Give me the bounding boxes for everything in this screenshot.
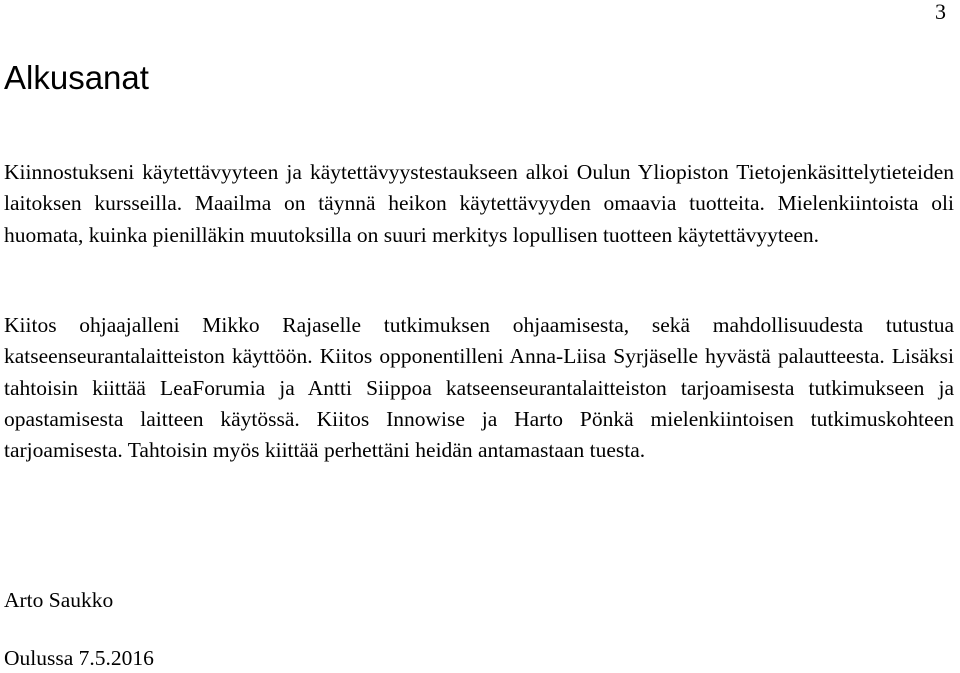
author-signature: Arto Saukko — [4, 588, 114, 612]
page-number: 3 — [935, 0, 946, 24]
paragraph-interest: Kiinnostukseni käytettävyyteen ja käytettävyystestaukseen alkoi Oulun Yliopiston Tietojenkäsittelytieteiden laitoksen kursseilla. Maailma on täynnä heikon käytettävyyden omaavia tuotteita. Mielenkiintoista oli huomata, kuinka pienilläkin muutoksilla on suuri merkitys lopullisen tuotteen käytettävyyteen. — [4, 160, 954, 247]
place-and-date: Oulussa 7.5.2016 — [4, 646, 154, 670]
paragraph-acknowledgements: Kiitos ohjaajalleni Mikko Rajaselle tutkimuksen ohjaamisesta, sekä mahdollisuudesta tutustua katseenseurantalaitteiston käyttöön. Kiitos opponentilleni Anna-Liisa Syrjäselle hyvästä palautteesta. Lisäksi tahtoisin kiittää LeaForumia ja Antti Siippoa katseenseurantalaitteiston tarjoamisesta tutkimukseen ja opastamisesta laitteen käytössä. Kiitos Innowise ja Harto Pönkä mielenkiintoisen tutkimuskohteen tarjoamisesta. Tahtoisin myös kiittää perhettäni heidän antamastaan tuesta. — [4, 313, 954, 463]
section-heading: Alkusanat — [4, 59, 149, 96]
